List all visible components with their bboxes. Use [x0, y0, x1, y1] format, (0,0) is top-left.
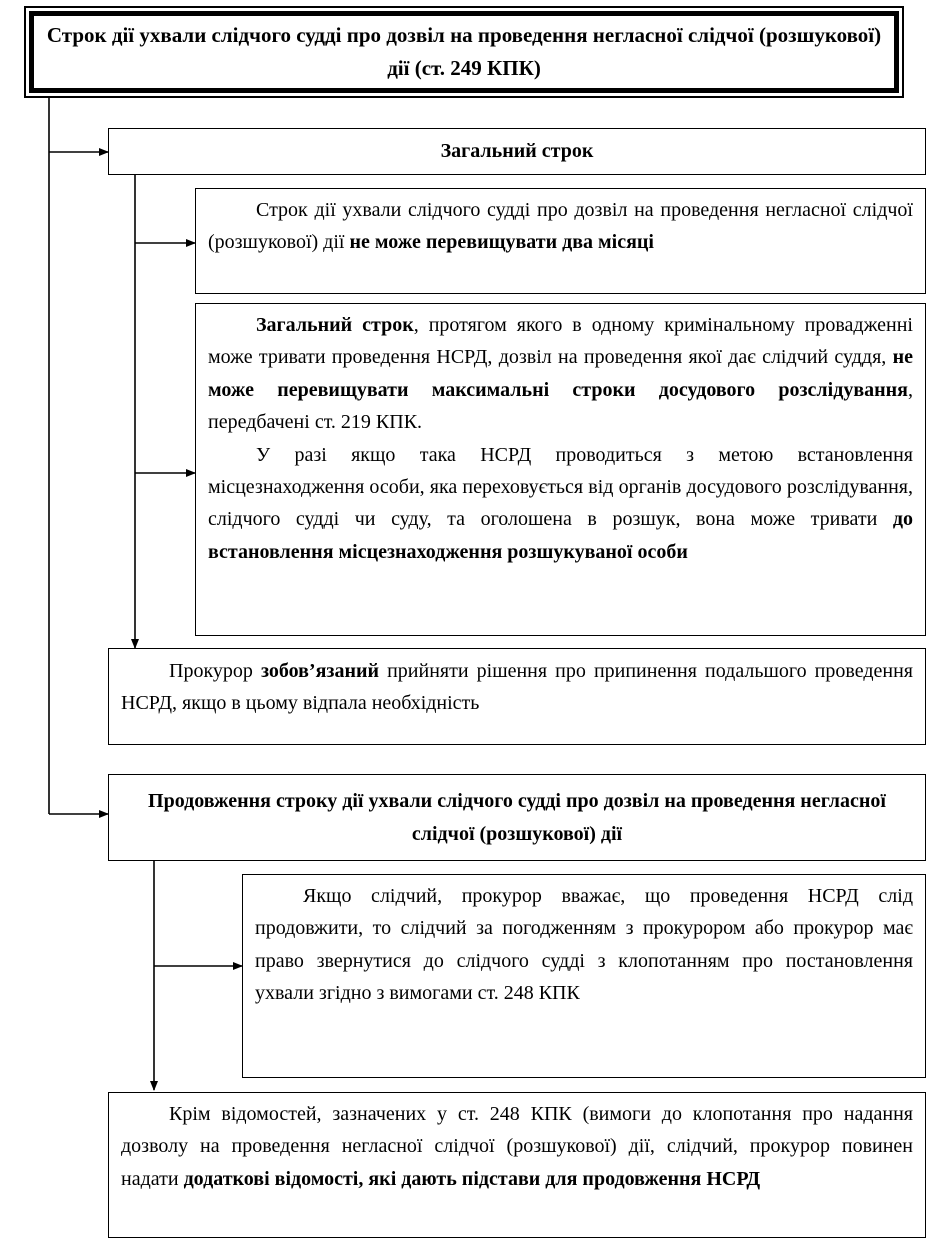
title-frame	[24, 6, 904, 98]
extension-box-2-text: Крім відомостей, зазначених у ст. 248 КПК (вимоги до клопотання про надання дозволу на проведення негласної слідчої (розшукової) дії, слідчий, прокурор повинен надати додаткові відомості, які дають підстави для продовження НСРД	[121, 1103, 913, 1190]
general-box-1-text: Строк дії ухвали слідчого судді про дозвіл на проведення негласної слідчої (розшукової) дії не може перевищувати два місяці	[208, 199, 913, 254]
general-box-3	[108, 648, 926, 745]
general-box-3-text: Прокурор зобов’язаний прийняти рішення про припинення подальшого проведення НСРД, якщо в цьому відпала необхідність	[121, 660, 913, 715]
general-box-1	[195, 188, 926, 294]
diagram-title: Строк дії ухвали слідчого судді про дозвіл на проведення негласної слідчої (розшукової) дії (ст. 249 КПК)	[29, 11, 899, 93]
extension-heading-box	[108, 774, 926, 861]
general-box-2	[195, 303, 926, 636]
general-heading-box	[108, 128, 926, 175]
general-box-2-paragraph-1: Загальний строк, протягом якого в одному кримінальному провадженні може тривати проведення НСРД, дозвіл на проведення якої дає слідчий суддя, не може перевищувати максимальні строки досудового розслідування, передбачені ст. 219 КПК.	[208, 314, 913, 434]
extension-heading: Продовження строку дії ухвали слідчого судді про дозвіл на проведення негласної слідчої (розшукової) дії	[148, 789, 886, 845]
extension-box-2	[108, 1092, 926, 1238]
extension-box-1	[242, 874, 926, 1078]
general-box-2-paragraph-2: У разі якщо така НСРД проводиться з метою встановлення місцезнаходження особи, яка переховується від органів досудового розслідування, слідчого судді чи суду, та оголошена в розшук, вона може тривати до встановлення місцезнаходження розшукуваної особи	[208, 443, 913, 563]
extension-box-1-text: Якщо слідчий, прокурор вважає, що проведення НСРД слід продовжити, то слідчий за погодженням з прокурором або прокурор має право звернутися до слідчого судді з клопотанням про постановлення ухвали згідно з вимогами ст. 248 КПК	[255, 885, 913, 1005]
general-heading: Загальний строк	[440, 140, 594, 162]
